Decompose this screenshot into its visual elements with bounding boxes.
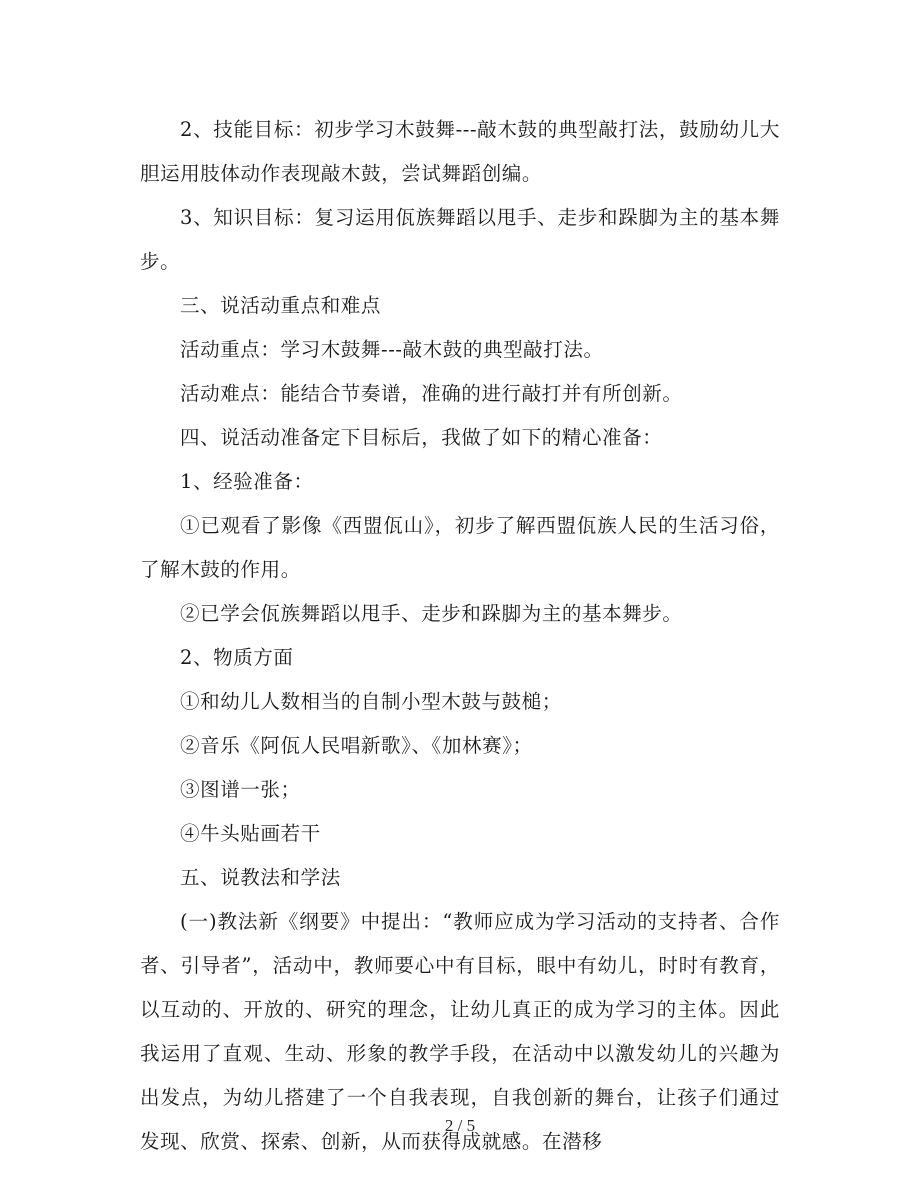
list-item-experience-1: ①已观看了影像《西盟佤山》，初步了解西盟佤族人民的生活习俗，了解木鼓的作用。 <box>140 514 780 581</box>
list-item-material-1: ①和幼儿人数相当的自制小型木鼓与鼓槌； <box>180 690 562 713</box>
paragraph-teaching-method: (一)教法新《纲要》中提出：“教师应成为学习活动的支持者、合作者、引导者”，活动中，教师要心中有目标，眼中有幼儿，时时有教育，以互动的、开放的、研究的理念，让幼儿真正的成为学习的主体。因此我运用了直观、生动、形象的教学手段，在活动中以激发幼儿的兴趣为出发点，为幼儿搭建了一个自我表现，自我创新的舞台，让孩子们通过发现、欣赏、探索、创新，从而获得成就感。在潜移 <box>140 910 780 1153</box>
section-heading-preparation: 四、说活动准备定下目标后，我做了如下的精心准备： <box>180 426 663 449</box>
paragraph-difficulty: 活动难点：能结合节奏谱，准确的进行敲打并有所创新。 <box>180 382 683 405</box>
section-heading-key-points: 三、说活动重点和难点 <box>180 294 382 317</box>
list-item-experience-2: ②已学会佤族舞蹈以甩手、走步和跺脚为主的基本舞步。 <box>180 602 683 625</box>
paragraph-skill-goal: 2、技能目标：初步学习木鼓舞---敲木鼓的典型敲打法，鼓励幼儿大胆运用肢体动作表现敲木鼓，尝试舞蹈创编。 <box>140 118 780 185</box>
paragraph-knowledge-goal: 3、知识目标：复习运用佤族舞蹈以甩手、走步和跺脚为主的基本舞步。 <box>140 206 780 273</box>
page-number: 2 / 5 <box>444 1116 476 1135</box>
list-item-material-4: ④牛头贴画若干 <box>180 822 321 845</box>
subheading-materials: 2、物质方面 <box>180 646 294 669</box>
section-heading-methods: 五、说教法和学法 <box>180 866 341 889</box>
subheading-experience-preparation: 1、经验准备： <box>180 470 314 493</box>
document-body <box>140 108 780 1164</box>
list-item-material-3: ③图谱一张； <box>180 778 301 801</box>
paragraph-key-point: 活动重点：学习木鼓舞---敲木鼓的典型敲打法。 <box>180 338 604 361</box>
list-item-material-2: ②音乐《阿佤人民唱新歌》、《加林赛》； <box>180 734 533 757</box>
